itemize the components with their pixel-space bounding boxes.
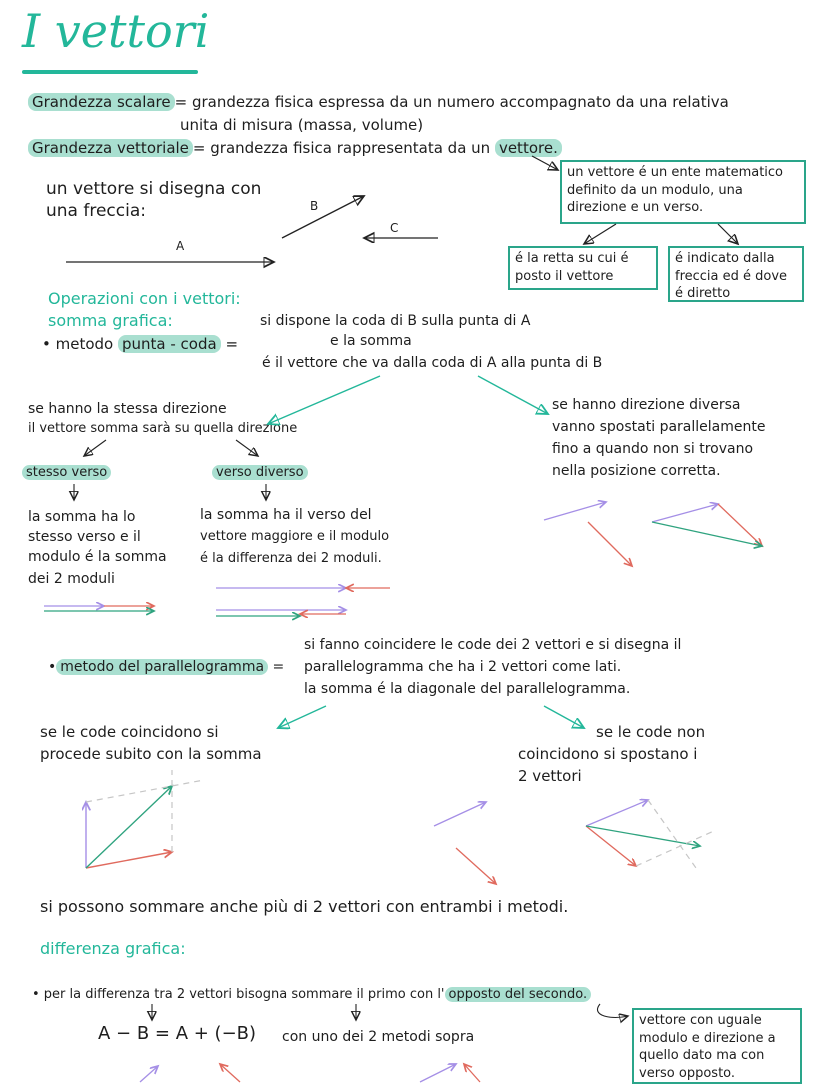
- vettore-connector: [532, 156, 558, 170]
- branch-non-arrow: [544, 706, 584, 728]
- diversa-line-3: fino a quando non si trovano: [552, 441, 754, 457]
- stesso-verso-line-1: la somma ha lo: [28, 509, 136, 525]
- opposto-box: vettore con uguale modulo e direzione a quello dato ma con verso opposto.: [632, 1008, 802, 1084]
- scalare-term: Grandezza scalare: [28, 93, 175, 111]
- verso-diverso-line-1: la somma ha il verso del: [200, 507, 372, 523]
- freccia-text-1: un vettore si disegna con: [46, 179, 262, 199]
- parallelogramma-name: metodo del parallelogramma: [56, 659, 268, 675]
- opposto-secondo: opposto del secondo.: [445, 987, 592, 1002]
- parallelogramma-bullet: •: [48, 659, 57, 675]
- vector-definition-box: un vettore é un ente matematico definito da un modulo, una direzione e un verso.: [560, 160, 806, 224]
- verso-connector: [718, 224, 738, 244]
- vettoriale-def: = grandezza fisica rappresentata da un: [192, 139, 491, 157]
- verso-diverso-line-2: vettore maggiore e il modulo: [200, 529, 390, 544]
- branch-coincidono-arrow: [278, 706, 326, 728]
- stesso-connector: [84, 440, 106, 456]
- punta-coda-line-1: si dispone la coda di B sulla punta di A: [260, 313, 531, 329]
- verso-box: é indicato dalla freccia ed é dove é diretto: [668, 246, 804, 302]
- vec-label-c: C: [390, 221, 399, 235]
- branch-stessa-arrow: [268, 376, 380, 424]
- verso-diverso-line-3: é la differenza dei 2 moduli.: [200, 551, 382, 566]
- code-non-1: se le code non: [596, 723, 706, 741]
- punta-coda-line-2: e la somma: [330, 333, 412, 349]
- diversa-line-1: se hanno direzione diversa: [552, 397, 741, 413]
- vettore-word: vettore.: [495, 139, 562, 157]
- branch-diversa-arrow: [478, 376, 548, 414]
- stesso-verso-line-2: stesso verso e il: [28, 529, 141, 545]
- code-coincidono-1: se le code coincidono si: [40, 723, 219, 741]
- stessa-line-1: se hanno la stessa direzione: [28, 401, 227, 417]
- operazioni-heading: Operazioni con i vettori:: [48, 289, 241, 308]
- vec-label-b: B: [310, 199, 319, 213]
- piu-vettori: si possono sommare anche più di 2 vettori con entrambi i metodi.: [40, 897, 569, 916]
- page-title: I vettori: [22, 4, 210, 58]
- stesso-verso-line-4: dei 2 moduli: [28, 571, 115, 587]
- differenza-line: • per la differenza tra 2 vettori bisogna sommare il primo con l': [32, 987, 445, 1002]
- punta-coda-eq: =: [225, 335, 239, 353]
- scalare-def-2: unita di misura (massa, volume): [180, 116, 424, 134]
- scalare-def: = grandezza fisica espressa da un numero accompagnato da una relativa: [174, 93, 729, 111]
- parallelogramma-line-3: la somma é la diagonale del parallelogramma.: [304, 681, 631, 697]
- diversa-line-2: vanno spostati parallelamente: [552, 419, 766, 435]
- code-non-3: 2 vettori: [518, 767, 582, 785]
- differenza-formula: A − B = A + (−B): [98, 1023, 257, 1044]
- differenza-metodi: con uno dei 2 metodi sopra: [282, 1029, 475, 1045]
- somma-heading: somma grafica:: [48, 311, 173, 330]
- parallelogramma-line-2: parallelogramma che ha i 2 vettori come lati.: [304, 659, 622, 675]
- stessa-line-2: il vettore somma sarà su quella direzione: [28, 421, 298, 436]
- differenza-heading: differenza grafica:: [40, 939, 186, 958]
- vettoriale-term: Grandezza vettoriale: [28, 139, 193, 157]
- diverso-connector: [236, 440, 258, 456]
- stesso-verso-line-3: modulo é la somma: [28, 549, 167, 565]
- code-coincidono-2: procede subito con la somma: [40, 745, 262, 763]
- punta-coda-line-3: é il vettore che va dalla coda di A alla punta di B: [262, 355, 603, 371]
- freccia-text-2: una freccia:: [46, 201, 146, 221]
- direzione-box: é la retta su cui é posto il vettore: [508, 246, 658, 290]
- stesso-verso-text: stesso verso: [22, 465, 111, 480]
- direzione-connector: [584, 224, 616, 244]
- verso-diverso-text: verso diverso: [212, 465, 308, 480]
- punta-coda-bullet: • metodo: [42, 335, 114, 353]
- punta-coda-name: punta - coda: [118, 335, 221, 353]
- parallelogramma-line-1: si fanno coincidere le code dei 2 vettori e si disegna il: [304, 637, 682, 653]
- vector-b-arrow: [282, 196, 364, 238]
- diversa-line-4: nella posizione corretta.: [552, 463, 721, 479]
- parallelogramma-eq: =: [272, 659, 285, 675]
- vec-label-a: A: [176, 239, 185, 253]
- code-non-2: coincidono si spostano i: [518, 745, 698, 763]
